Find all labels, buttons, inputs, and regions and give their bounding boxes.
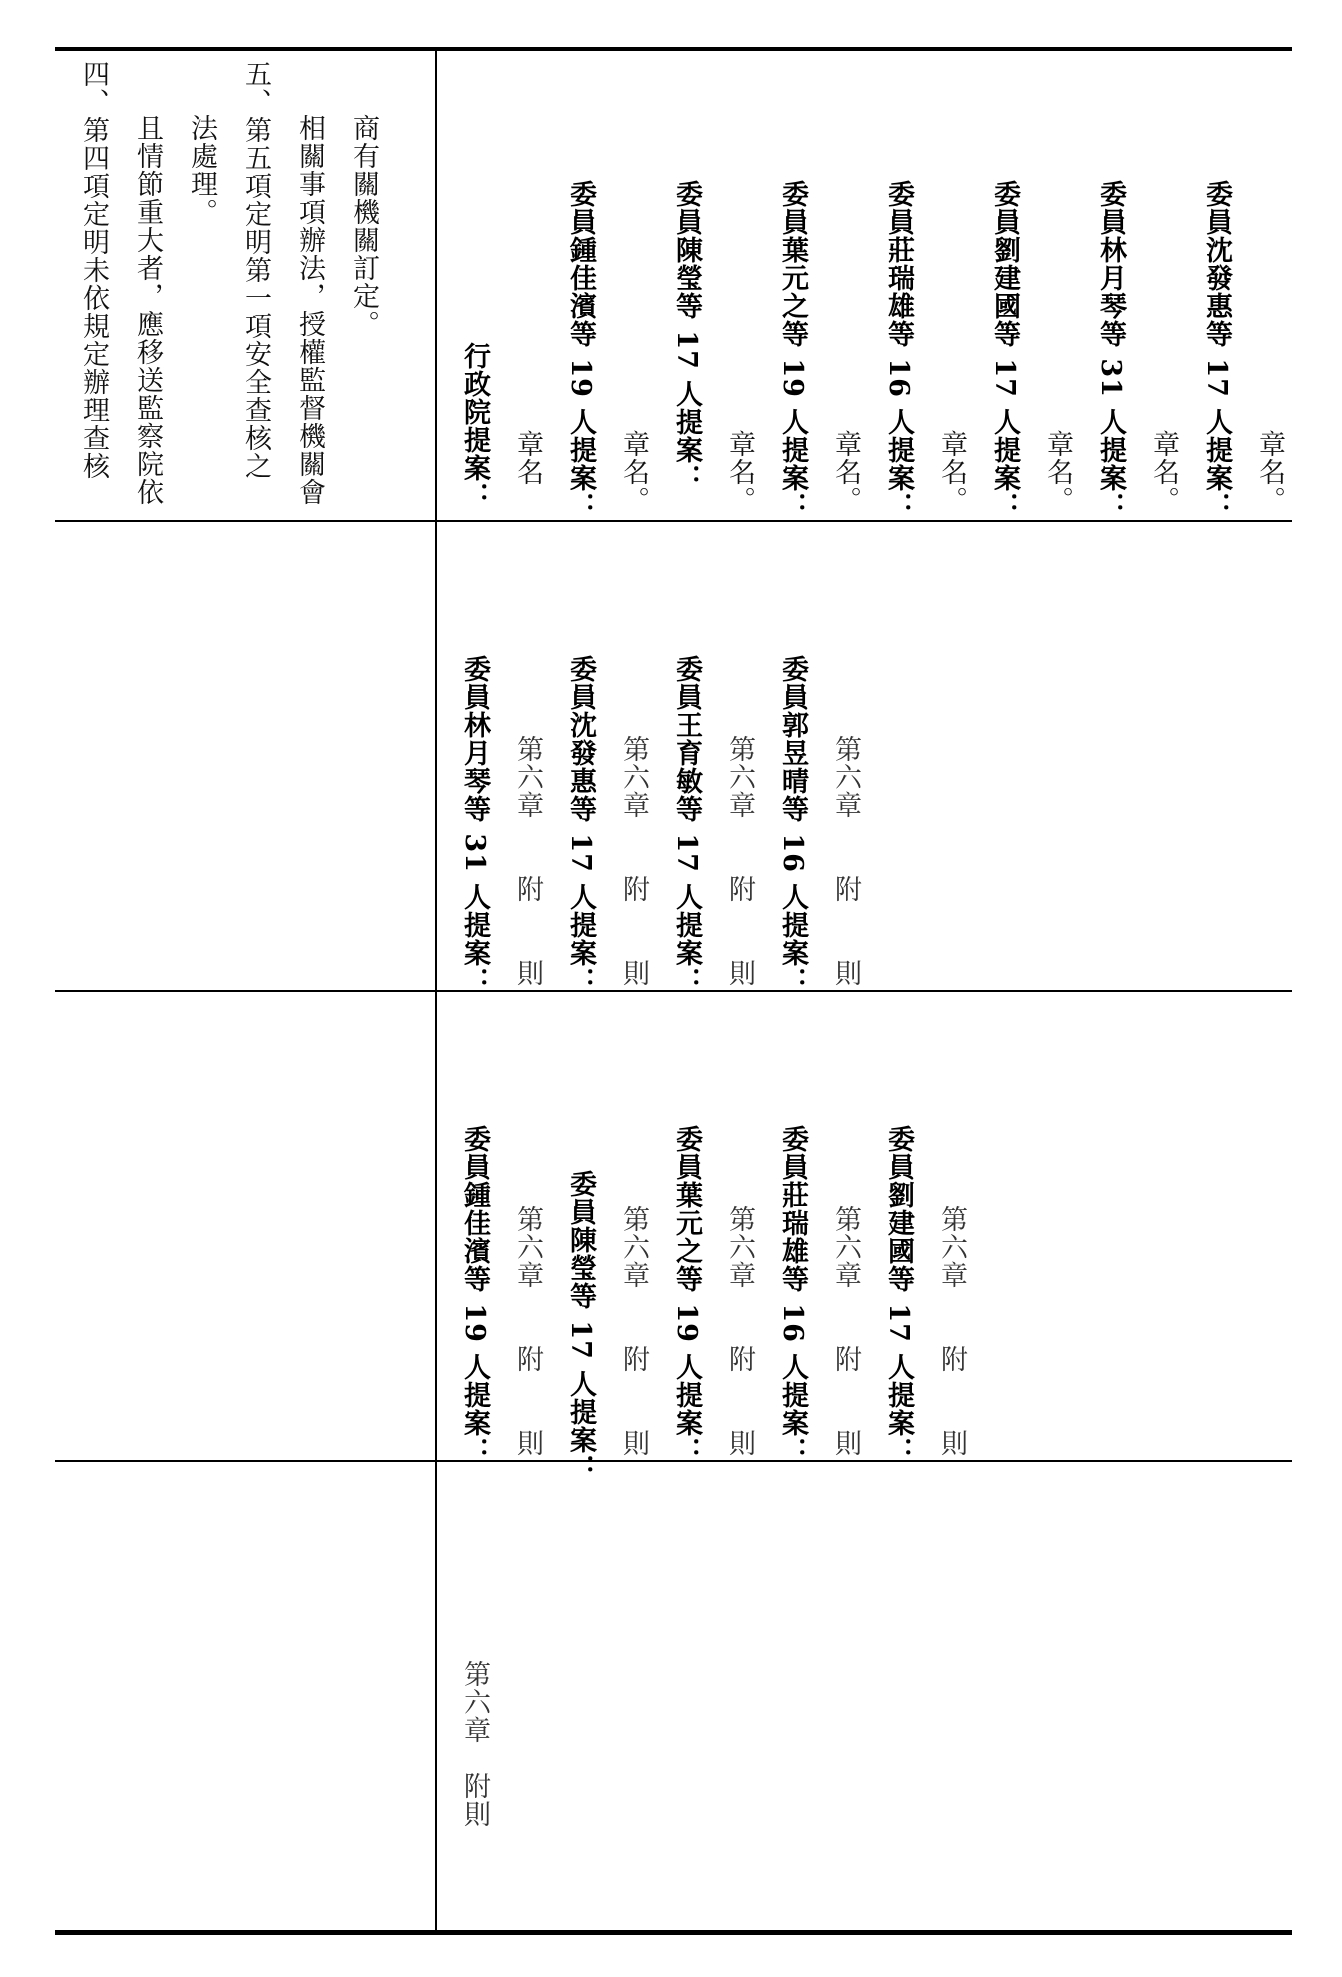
entry-detail: 章名	[512, 430, 543, 486]
entry-title: 委員莊瑞雄等 16 人提案：	[777, 1125, 808, 1466]
bottom-rule	[55, 1930, 1292, 1935]
explanation-item-5-cont1: 相關事項辦法，授權監督機關會	[294, 114, 325, 506]
entry-title: 委員莊瑞雄等 16 人提案：	[883, 180, 914, 521]
entry-detail: 第六章 附 則	[512, 1205, 543, 1457]
entry-detail: 章名。	[1254, 430, 1285, 514]
explanation-item-5-first: 五、第五項定明第一項安全查核之	[240, 60, 271, 480]
entry-title: 委員沈發惠等 17 人提案：	[1201, 180, 1232, 521]
entry-title: 委員沈發惠等 17 人提案：	[565, 655, 596, 996]
entry-title: 委員陳瑩等 17 人提案：	[671, 180, 702, 493]
entry-detail: 第六章 附 則	[724, 735, 755, 987]
entry-title: 委員劉建國等 17 人提案：	[989, 180, 1020, 521]
entry-title: 委員葉元之等 19 人提案：	[777, 180, 808, 521]
entry-detail: 第六章 附 則	[512, 735, 543, 987]
entry-detail: 章名。	[830, 430, 861, 514]
entry-detail: 第六章 附 則	[618, 1205, 649, 1457]
entry-title: 委員陳瑩等 17 人提案：	[565, 1170, 596, 1483]
entry-detail: 章名。	[936, 430, 967, 514]
entry-title: 委員鍾佳濱等 19 人提案：	[459, 1125, 490, 1466]
entry-title: 委員林月琴等 31 人提案：	[459, 655, 490, 996]
entry-detail: 章名。	[618, 430, 649, 514]
entry-title: 委員王育敏等 17 人提案：	[671, 655, 702, 996]
entry-title: 委員郭昱晴等 16 人提案：	[777, 655, 808, 996]
entry-detail: 第六章 附 則	[724, 1205, 755, 1457]
entry-detail: 第六章 附 則	[830, 735, 861, 987]
entry-detail: 第六章 附 則	[618, 735, 649, 987]
explanation-item-4-cont1: 且情節重大者，應移送監察院依	[132, 114, 163, 506]
entry-detail: 章名。	[1148, 430, 1179, 514]
chapter-heading: 第六章 附則	[459, 1660, 490, 1828]
explanation-item-5-cont2: 商有關機關訂定。	[348, 114, 379, 338]
explanation-item-4-first: 四、第四項定明未依規定辦理查核	[78, 60, 109, 480]
entry-title: 委員鍾佳濱等 19 人提案：	[565, 180, 596, 521]
entry-detail: 章名。	[1042, 430, 1073, 514]
top-rule	[55, 47, 1292, 51]
entry-title: 委員林月琴等 31 人提案：	[1095, 180, 1126, 521]
entry-title: 行政院提案：	[459, 342, 490, 510]
entry-detail: 章名。	[724, 430, 755, 514]
entry-detail: 第六章 附 則	[936, 1205, 967, 1457]
entry-title: 委員葉元之等 19 人提案：	[671, 1125, 702, 1466]
entry-detail: 第六章 附 則	[830, 1205, 861, 1457]
explanation-item-4-cont2: 法處理。	[186, 114, 217, 226]
entry-title: 委員劉建國等 17 人提案：	[883, 1125, 914, 1466]
